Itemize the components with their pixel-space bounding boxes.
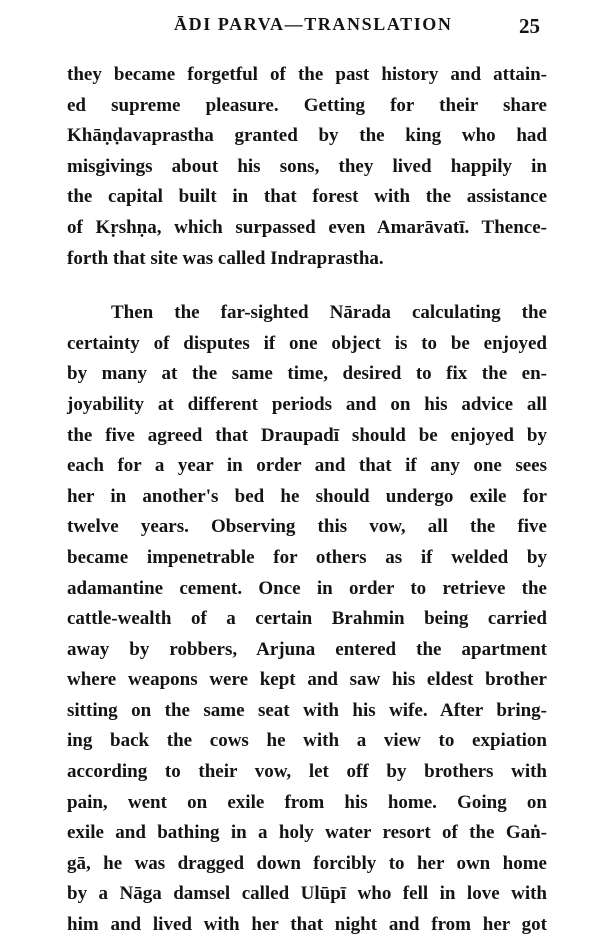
text-line: her in another's bed he should undergo exile for bbox=[67, 485, 547, 507]
text-line: ing back the cows he with a view to expiation bbox=[67, 730, 547, 752]
body-text bbox=[67, 60, 547, 941]
text-line: ed supreme pleasure. Getting for their share bbox=[67, 94, 547, 116]
text-line: away by robbers, Arjuna entered the apartment bbox=[67, 638, 547, 660]
text-line: by many at the same time, desired to fix the en- bbox=[67, 363, 547, 385]
text-line: became impenetrable for others as if welded by bbox=[67, 546, 547, 568]
paragraph-gap bbox=[67, 274, 547, 298]
text-line: by a Nāga damsel called Ulūpī who fell in love with bbox=[67, 883, 547, 905]
text-line: they became forgetful of the past history and attain- bbox=[67, 64, 547, 85]
running-head bbox=[0, 14, 600, 44]
text-line: Then the far-sighted Nārada calculating the bbox=[111, 302, 547, 324]
text-line: cattle-wealth of a certain Brahmin being carried bbox=[67, 608, 547, 630]
text-line: joyability at different periods and on his advice all bbox=[67, 393, 547, 415]
text-line: sitting on the same seat with his wife. After bring- bbox=[67, 699, 547, 721]
text-line: misgivings about his sons, they lived happily in bbox=[67, 155, 547, 177]
text-line: where weapons were kept and saw his eldest brother bbox=[67, 669, 547, 691]
text-line: forth that site was called Indraprastha. bbox=[67, 247, 384, 269]
text-line: him and lived with her that night and from her got bbox=[67, 914, 547, 936]
text-line: pain, went on exile from his home. Going on bbox=[67, 791, 547, 813]
text-line: certainty of disputes if one object is to be enjoyed bbox=[67, 332, 547, 354]
running-head-title: ĀDI PARVA—TRANSLATION bbox=[174, 14, 453, 34]
text-line: of Kṛshṇa, which surpassed even Amarāvatī. Thence- bbox=[67, 216, 547, 238]
text-line: the five agreed that Draupadī should be enjoyed by bbox=[67, 424, 547, 446]
text-line: Khāṇḍavaprastha granted by the king who had bbox=[67, 125, 547, 147]
text-line: twelve years. Observing this vow, all the five bbox=[67, 516, 547, 538]
text-line: according to their vow, let off by brothers with bbox=[67, 761, 547, 783]
text-line: gā, he was dragged down forcibly to her own home bbox=[67, 852, 547, 874]
text-line: each for a year in order and that if any one sees bbox=[67, 455, 547, 477]
text-line: adamantine cement. Once in order to retrieve the bbox=[67, 577, 547, 599]
text-line: the capital built in that forest with the assistance bbox=[67, 186, 547, 208]
page-number: 25 bbox=[519, 14, 540, 38]
text-line: exile and bathing in a holy water resort of the Gaṅ- bbox=[67, 822, 547, 844]
